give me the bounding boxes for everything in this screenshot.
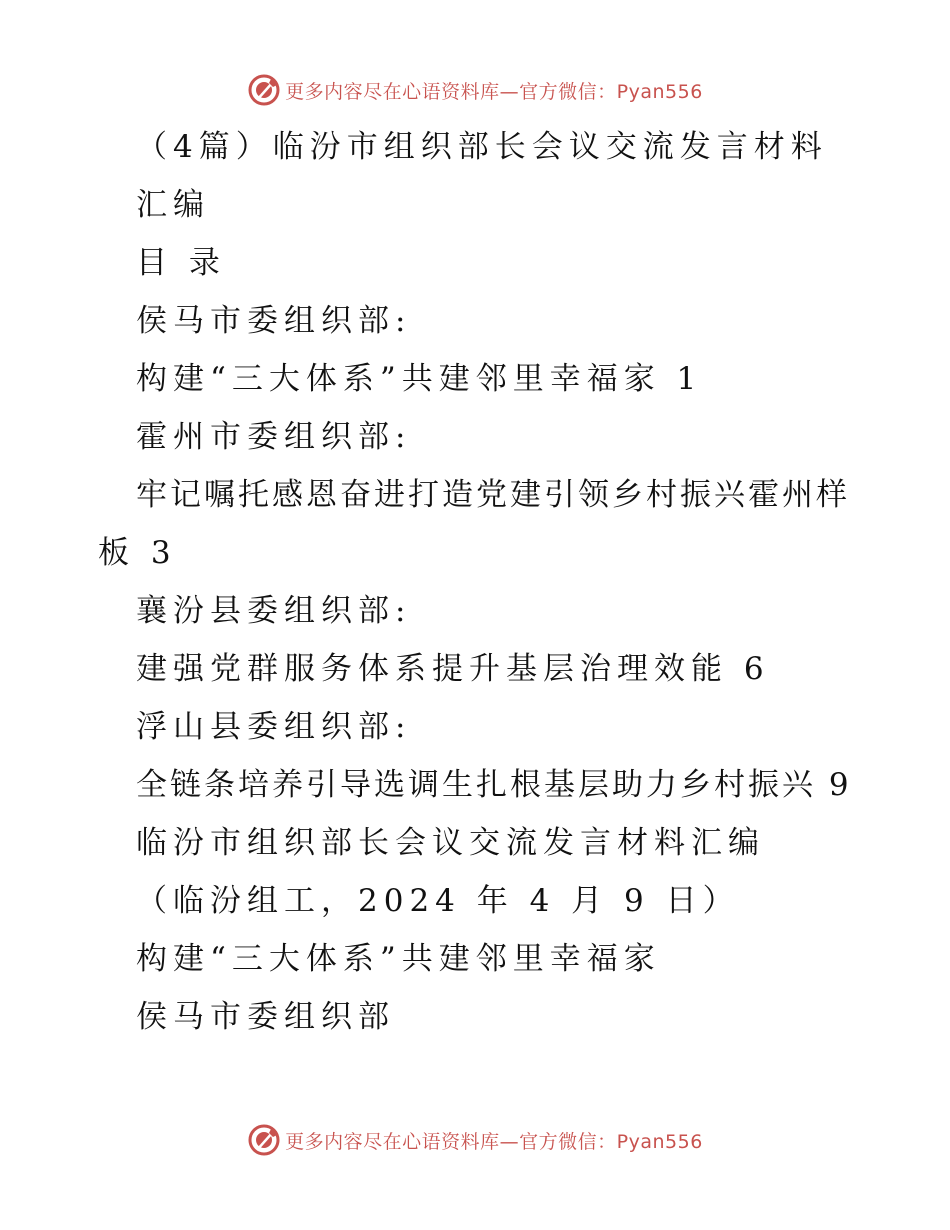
article-title: 构建“三大体系”共建邻里幸福家 <box>136 941 661 977</box>
watermark-header <box>0 72 950 108</box>
document-title-continued: 汇编 <box>136 187 210 223</box>
toc-author-3: 襄汾县委组织部: <box>136 593 412 629</box>
source-date: （临汾组工，2024 年 4 月 9 日） <box>136 883 740 919</box>
toc-entry-2-continued: 板 3 <box>98 535 177 571</box>
article-author: 侯马市委组织部 <box>136 999 395 1035</box>
toc-entry-2: 牢记嘱托感恩奋进打造党建引领乡村振兴霍州样 <box>136 477 850 513</box>
toc-entry-3: 建强党群服务体系提升基层治理效能 6 <box>136 651 770 687</box>
watermark-footer <box>0 1122 950 1158</box>
compilation-title: 临汾市组织部长会议交流发言材料汇编 <box>136 825 765 861</box>
toc-author-1: 侯马市委组织部: <box>136 303 412 339</box>
document-body <box>0 118 950 1046</box>
toc-author-4: 浮山县委组织部: <box>136 709 412 745</box>
pen-seal-logo-icon <box>247 1123 281 1157</box>
toc-entry-1: 构建“三大体系”共建邻里幸福家 1 <box>136 361 703 397</box>
toc-entry-4: 全链条培养引导选调生扎根基层助力乡村振兴 9 <box>136 767 852 803</box>
watermark-text: 更多内容尽在心语资料库—官方微信：Pyan556 <box>285 80 703 103</box>
document-title: （4篇）临汾市组织部长会议交流发言材料 <box>136 129 828 165</box>
toc-author-2: 霍州市委组织部: <box>136 419 412 455</box>
pen-seal-logo-icon <box>247 73 281 107</box>
watermark-text: 更多内容尽在心语资料库—官方微信：Pyan556 <box>285 1130 703 1153</box>
toc-heading: 目 录 <box>136 245 226 281</box>
